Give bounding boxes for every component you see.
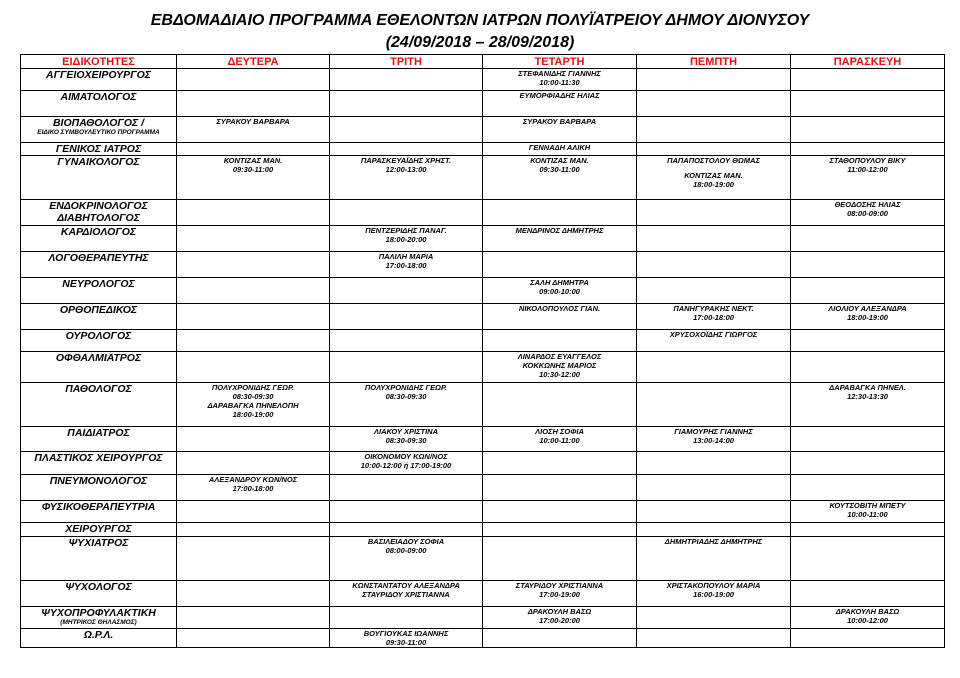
doctor-entry: [485, 581, 634, 599]
doctor-entry: [485, 226, 634, 235]
table-row: [21, 452, 945, 475]
entry-line: ΚΟΚΚΩΝΗΣ ΜΑΡΙΟΣ: [522, 361, 597, 370]
specialty-name: ΑΙΜΑΤΟΛΟΓΟΣ: [60, 91, 137, 103]
doctor-entry: [485, 91, 634, 100]
entry-line: 09:30-11:00: [232, 165, 274, 174]
doctor-entry: [332, 537, 480, 555]
entry-line: 08:30-09:30: [385, 392, 427, 401]
specialty-cell: [21, 304, 177, 330]
cell-monday: [177, 383, 330, 427]
doctor-entry: [485, 607, 634, 625]
entry-line: 10:00-11:00: [539, 436, 580, 445]
doctor-entry: [332, 156, 480, 174]
cell-tuesday: [330, 581, 483, 607]
specialty-name: ΝΕΥΡΟΛΟΓΟΣ: [62, 278, 135, 290]
doctor-entry: [793, 200, 942, 218]
doctor-entry: [639, 427, 788, 445]
specialty-cell: [21, 330, 177, 352]
specialty-name: ΠΛΑΣΤΙΚΟΣ ΧΕΙΡΟΥΡΓΟΣ: [34, 452, 163, 464]
specialty-cell: [21, 475, 177, 501]
specialty-name: ΟΡΘΟΠΕΔΙΚΟΣ: [59, 304, 138, 316]
entry-line: ΠΑΡΑΣΚΕΥΑΪΔΗΣ ΧΡΗΣΤ.: [360, 156, 452, 165]
specialty-note: ΕΙΔΙΚΟ ΣΥΜΒΟΥΛΕΥΤΙΚΟ ΠΡΟΓΡΑΜΜΑ: [37, 129, 160, 136]
cell-thursday: [637, 278, 791, 304]
specialty-cell: [21, 581, 177, 607]
cell-thursday: [637, 607, 791, 629]
cell-tuesday: [330, 252, 483, 278]
cell-monday: [177, 607, 330, 629]
entry-line: 17:00-19:00: [539, 590, 580, 599]
entry-line: ΑΛΕΞΑΝΔΡΟΥ ΚΩΝ/ΝΟΣ: [208, 475, 298, 484]
specialty-note: (ΜΗΤΡΙΚΟΣ ΘΗΛΑΣΜΟΣ): [60, 619, 137, 626]
cell-tuesday: [330, 226, 483, 252]
specialty-name: ΨΥΧΙΑΤΡΟΣ: [68, 537, 129, 549]
cell-friday: [791, 143, 945, 156]
entry-line: ΒΑΣΙΛΕΙΑΔΟΥ ΣΟΦΙΑ: [367, 537, 445, 546]
table-row: [21, 475, 945, 501]
specialty-cell: [21, 501, 177, 523]
specialty-name: Ω.Ρ.Λ.: [83, 629, 114, 641]
entry-line: ΝΙΚΟΛΟΠΟΥΛΟΣ ΓΙΑΝ.: [518, 304, 601, 313]
header-friday: ΠΑΡΑΣΚΕΥΗ: [791, 55, 945, 69]
table-row: [21, 91, 945, 117]
cell-monday: [177, 143, 330, 156]
specialty-cell: [21, 226, 177, 252]
specialty-cell: [21, 200, 177, 226]
doctor-entry: [179, 475, 327, 493]
entry-line: ΔΡΑΚΟΥΛΗ ΒΑΣΩ: [835, 607, 900, 616]
cell-wednesday: [483, 452, 637, 475]
entry-line: ΓΙΑΜΟΥΡΗΣ ΓΙΑΝΝΗΣ: [674, 427, 753, 436]
cell-tuesday: [330, 117, 483, 143]
specialty-cell: [21, 452, 177, 475]
entry-line: ΠΑΛΙΛΗ ΜΑΡΙΑ: [378, 252, 434, 261]
entry-line: ΛΙΟΛΙΟΥ ΑΛΕΞΑΝΔΡΑ: [828, 304, 907, 313]
cell-friday: [791, 252, 945, 278]
doctor-entry: [179, 156, 327, 174]
doctor-entry: [485, 156, 634, 174]
header-tuesday: ΤΡΙΤΗ: [330, 55, 483, 69]
doctor-entry: [639, 156, 788, 165]
specialty-cell: [21, 143, 177, 156]
specialty-name: ΠΑΘΟΛΟΓΟΣ: [65, 383, 132, 395]
entry-line: ΟΙΚΟΝΟΜΟΥ ΚΩΝ/ΝΟΣ: [364, 452, 448, 461]
table-row: [21, 501, 945, 523]
cell-tuesday: [330, 383, 483, 427]
cell-friday: [791, 383, 945, 427]
table-row: [21, 117, 945, 143]
entry-line: ΣΥΡΑΚΟΥ ΒΑΡΒΑΡΑ: [216, 117, 290, 126]
entry-line: 18:00-19:00: [693, 180, 734, 189]
cell-monday: [177, 69, 330, 91]
cell-monday: [177, 427, 330, 452]
cell-tuesday: [330, 156, 483, 200]
table-row: [21, 69, 945, 91]
doctor-entry: [639, 537, 788, 546]
entry-line: 08:30-09:30: [232, 392, 274, 401]
entry-line: 12:30-13:30: [847, 392, 888, 401]
specialty-cell: [21, 91, 177, 117]
entry-line: 17:00-18:00: [232, 484, 274, 493]
entry-line: ΚΟΝΤΙΖΑΣ ΜΑΝ.: [530, 156, 589, 165]
doctor-entry: [332, 629, 480, 647]
table-row: [21, 537, 945, 581]
cell-friday: [791, 278, 945, 304]
cell-thursday: [637, 629, 791, 648]
doctor-entry: [639, 330, 788, 339]
cell-tuesday: [330, 69, 483, 91]
doctor-entry: [485, 304, 634, 313]
doctor-entry: [485, 117, 634, 126]
cell-monday: [177, 629, 330, 648]
doctor-entry: [485, 352, 634, 379]
cell-friday: [791, 452, 945, 475]
cell-wednesday: [483, 537, 637, 581]
cell-thursday: [637, 427, 791, 452]
cell-wednesday: [483, 383, 637, 427]
cell-wednesday: [483, 278, 637, 304]
cell-wednesday: [483, 330, 637, 352]
specialty-name: ΑΓΓΕΙΟΧΕΙΡΟΥΡΓΟΣ: [46, 69, 151, 81]
cell-monday: [177, 117, 330, 143]
doctor-entry: [793, 156, 942, 174]
cell-friday: [791, 475, 945, 501]
doctor-entry: [793, 607, 942, 625]
entry-line: ΣΤΑΥΡΙΔΟΥ ΧΡΙΣΤΙΑΝΝΑ: [515, 581, 604, 590]
table-row: [21, 383, 945, 427]
cell-monday: [177, 330, 330, 352]
cell-friday: [791, 226, 945, 252]
cell-friday: [791, 117, 945, 143]
specialty-name: ΔΙΑΒΗΤΟΛΟΓΟΣ: [57, 212, 140, 224]
entry-line: 10:30-12:00: [539, 370, 580, 379]
entry-line: ΚΟΥΤΣΟΒΙΤΗ ΜΠΕΤΥ: [829, 501, 906, 510]
specialty-name: ΟΦΘΑΛΜΙΑΤΡΟΣ: [55, 352, 142, 364]
cell-thursday: [637, 143, 791, 156]
cell-monday: [177, 352, 330, 383]
cell-monday: [177, 581, 330, 607]
cell-thursday: [637, 537, 791, 581]
doctor-entry: [639, 581, 788, 599]
entry-line: ΕΥΜΟΡΦΙΑΔΗΣ ΗΛΙΑΣ: [519, 91, 600, 100]
specialty-cell: [21, 69, 177, 91]
table-row: [21, 226, 945, 252]
cell-thursday: [637, 304, 791, 330]
cell-wednesday: [483, 156, 637, 200]
doctor-entry: [485, 427, 634, 445]
schedule-body: [21, 55, 945, 648]
doctor-entry: [332, 226, 480, 244]
entry-line: ΠΟΛΥΧΡΟΝΙΔΗΣ ΓΕΩΡ.: [364, 383, 448, 392]
cell-friday: [791, 427, 945, 452]
table-row: [21, 581, 945, 607]
entry-line: ΜΕΝΔΡΙΝΟΣ ΔΗΜΗΤΡΗΣ: [515, 226, 604, 235]
cell-tuesday: [330, 523, 483, 537]
cell-friday: [791, 581, 945, 607]
doctor-entry: [332, 383, 480, 401]
entry-line: ΧΡΥΣΟΧΟΪΔΗΣ ΓΙΩΡΓΟΣ: [669, 330, 758, 339]
specialty-cell: [21, 537, 177, 581]
cell-monday: [177, 278, 330, 304]
cell-friday: [791, 523, 945, 537]
header-thursday: ΠΕΜΠΤΗ: [637, 55, 791, 69]
cell-friday: [791, 607, 945, 629]
table-row: [21, 252, 945, 278]
entry-line: ΣΥΡΑΚΟΥ ΒΑΡΒΑΡΑ: [522, 117, 597, 126]
entry-line: ΛΙΝΑΡΔΟΣ ΕΥΑΓΓΕΛΟΣ: [517, 352, 602, 361]
entry-line: 10:00-11:30: [539, 78, 580, 87]
table-row: [21, 352, 945, 383]
specialty-cell: [21, 252, 177, 278]
cell-wednesday: [483, 581, 637, 607]
specialty-name: ΓΕΝΙΚΟΣ ΙΑΤΡΟΣ: [55, 143, 142, 155]
cell-friday: [791, 330, 945, 352]
header-row: [21, 55, 945, 69]
header-specialties: ΕΙΔΙΚΟΤΗΤΕΣ: [21, 55, 177, 69]
specialty-name: ΨΥΧΟΛΟΓΟΣ: [65, 581, 132, 593]
cell-wednesday: [483, 427, 637, 452]
cell-monday: [177, 523, 330, 537]
cell-friday: [791, 69, 945, 91]
table-row: [21, 629, 945, 648]
entry-line: 10:00-12:00 ή 17:00-19:00: [360, 461, 452, 470]
doctor-entry: [332, 252, 480, 270]
cell-thursday: [637, 330, 791, 352]
entry-line: 09:00-10:00: [539, 287, 580, 296]
entry-line: 09:30-11:00: [385, 638, 427, 647]
cell-thursday: [637, 383, 791, 427]
cell-monday: [177, 452, 330, 475]
specialty-cell: [21, 523, 177, 537]
cell-thursday: [637, 581, 791, 607]
cell-thursday: [637, 226, 791, 252]
entry-line: 17:00-18:00: [693, 313, 734, 322]
cell-wednesday: [483, 200, 637, 226]
cell-thursday: [637, 117, 791, 143]
entry-line: 17:00-20:00: [539, 616, 580, 625]
cell-friday: [791, 352, 945, 383]
doctor-entry: [332, 581, 480, 599]
cell-friday: [791, 629, 945, 648]
entry-line: ΛΙΟΣΗ ΣΟΦΙΑ: [535, 427, 584, 436]
cell-thursday: [637, 252, 791, 278]
cell-wednesday: [483, 352, 637, 383]
entry-line: 12:00-13:00: [385, 165, 427, 174]
specialty-name: ΨΥΧΟΠΡΟΦΥΛΑΚΤΙΚΗ: [41, 607, 156, 619]
specialty-name: ΛΟΓΟΘΕΡΑΠΕΥΤΗΣ: [48, 252, 149, 264]
doctor-entry: [485, 69, 634, 87]
table-row: [21, 278, 945, 304]
cell-wednesday: [483, 117, 637, 143]
cell-friday: [791, 537, 945, 581]
cell-thursday: [637, 91, 791, 117]
specialty-name: ΠΝΕΥΜΟΝΟΛΟΓΟΣ: [49, 475, 148, 487]
entry-line: ΓΕΝΝΑΔΗ ΑΛΙΚΗ: [528, 143, 591, 152]
entry-line: ΠΑΝΗΓΥΡΑΚΗΣ ΝΕΚΤ.: [673, 304, 754, 313]
entry-line: ΣΤΑΥΡΙΔΟΥ ΧΡΙΣΤΙΑΝΝΑ: [362, 590, 450, 599]
date-range-subtitle: (24/09/2018 – 28/09/2018): [385, 34, 575, 51]
specialty-cell: [21, 427, 177, 452]
cell-thursday: [637, 523, 791, 537]
cell-wednesday: [483, 226, 637, 252]
entry-line: 11:00-12:00: [847, 165, 888, 174]
cell-monday: [177, 252, 330, 278]
doctor-entry: [485, 143, 634, 152]
doctor-entry: [793, 383, 942, 401]
cell-wednesday: [483, 69, 637, 91]
entry-line: ΒΟΥΓΙΟΥΚΑΣ ΙΩΑΝΝΗΣ: [363, 629, 449, 638]
doctor-entry: [793, 501, 942, 519]
entry-line: ΣΤΕΦΑΝΙΔΗΣ ΓΙΑΝΝΗΣ: [518, 69, 601, 78]
cell-wednesday: [483, 304, 637, 330]
cell-tuesday: [330, 475, 483, 501]
entry-line: 08:00-09:00: [847, 209, 888, 218]
table-row: [21, 523, 945, 537]
entry-line: 18:00-19:00: [232, 410, 274, 419]
cell-thursday: [637, 200, 791, 226]
doctor-entry: [179, 383, 327, 419]
cell-wednesday: [483, 252, 637, 278]
specialty-name: ΓΥΝΑΙΚΟΛΟΓΟΣ: [57, 156, 140, 168]
cell-monday: [177, 200, 330, 226]
cell-friday: [791, 91, 945, 117]
doctor-entry: [332, 427, 480, 445]
cell-tuesday: [330, 200, 483, 226]
entry-line: 13:00-14:00: [693, 436, 734, 445]
table-row: [21, 427, 945, 452]
specialty-cell: [21, 607, 177, 629]
cell-thursday: [637, 352, 791, 383]
cell-thursday: [637, 501, 791, 523]
specialty-cell: [21, 117, 177, 143]
cell-monday: [177, 156, 330, 200]
doctor-entry: [639, 171, 788, 189]
cell-wednesday: [483, 523, 637, 537]
specialty-name: ΟΥΡΟΛΟΓΟΣ: [65, 330, 132, 342]
table-row: [21, 304, 945, 330]
cell-tuesday: [330, 501, 483, 523]
entry-line: ΚΟΝΤΙΖΑΣ ΜΑΝ.: [223, 156, 283, 165]
table-row: [21, 156, 945, 200]
cell-tuesday: [330, 278, 483, 304]
entry-line: ΣΤΑΘΟΠΟΥΛΟΥ ΒΙΚΥ: [829, 156, 906, 165]
entry-line: ΔΡΑΚΟΥΛΗ ΒΑΣΩ: [527, 607, 592, 616]
cell-wednesday: [483, 501, 637, 523]
entry-line: ΣΑΛΗ ΔΗΜΗΤΡΑ: [530, 278, 589, 287]
cell-tuesday: [330, 607, 483, 629]
cell-wednesday: [483, 629, 637, 648]
cell-wednesday: [483, 143, 637, 156]
cell-monday: [177, 501, 330, 523]
entry-line: ΘΕΟΔΟΣΗΣ ΗΛΙΑΣ: [834, 200, 901, 209]
specialty-cell: [21, 278, 177, 304]
entry-line: 08:00-09:00: [385, 546, 427, 555]
cell-friday: [791, 501, 945, 523]
specialty-cell: [21, 156, 177, 200]
entry-line: ΠΟΛΥΧΡΟΝΙΔΗΣ ΓΕΩΡ.: [211, 383, 295, 392]
doctor-entry: [179, 117, 327, 126]
table-row: [21, 143, 945, 156]
specialty-name: ΦΥΣΙΚΟΘΕΡΑΠΕΥΤΡΙΑ: [41, 501, 156, 513]
cell-thursday: [637, 69, 791, 91]
entry-line: 18:00-20:00: [385, 235, 427, 244]
cell-thursday: [637, 475, 791, 501]
cell-monday: [177, 537, 330, 581]
entry-line: ΔΑΡΑΒΑΓΚΑ ΠΗΝΕΛΟΠΗ: [207, 401, 299, 410]
doctor-entry: [793, 304, 942, 322]
cell-tuesday: [330, 352, 483, 383]
specialty-name: ΠΑΙΔΙΑΤΡΟΣ: [67, 427, 130, 439]
specialty-cell: [21, 352, 177, 383]
cell-wednesday: [483, 475, 637, 501]
specialty-cell: [21, 383, 177, 427]
specialty-cell: [21, 629, 177, 648]
cell-friday: [791, 200, 945, 226]
specialty-name: ΧΕΙΡΟΥΡΓΟΣ: [65, 523, 132, 535]
entry-line: ΚΩΝΣΤΑΝΤΑΤΟΥ ΑΛΕΞΑΝΔΡΑ: [352, 581, 460, 590]
doctor-entry: [332, 452, 480, 470]
header-monday: ΔΕΥΤΕΡΑ: [177, 55, 330, 69]
cell-thursday: [637, 156, 791, 200]
entry-line: ΛΙΑΚΟΥ ΧΡΙΣΤΙΝΑ: [373, 427, 438, 436]
cell-wednesday: [483, 607, 637, 629]
cell-tuesday: [330, 91, 483, 117]
cell-tuesday: [330, 427, 483, 452]
entry-line: ΠΑΠΑΠΟΣΤΟΛΟΥ ΘΩΜΑΣ: [667, 156, 760, 165]
specialty-name: ΒΙΟΠΑΘΟΛΟΓΟΣ /: [52, 117, 145, 129]
schedule-table: [20, 54, 945, 648]
entry-line: 18:00-19:00: [847, 313, 888, 322]
specialty-name: ΚΑΡΔΙΟΛΟΓΟΣ: [60, 226, 137, 238]
table-row: [21, 330, 945, 352]
entry-line: ΠΕΝΤΖΕΡΙΔΗΣ ΠΑΝΑΓ.: [365, 226, 447, 235]
cell-monday: [177, 91, 330, 117]
cell-monday: [177, 475, 330, 501]
entry-line: ΧΡΙΣΤΑΚΟΠΟΥΛΟΥ ΜΑΡΙΑ: [666, 581, 761, 590]
entry-line: 10:00-11:00: [847, 510, 888, 519]
cell-tuesday: [330, 143, 483, 156]
doctor-entry: [485, 278, 634, 296]
doctor-entry: [639, 304, 788, 322]
entry-line: 09:30-11:00: [539, 165, 580, 174]
specialty-name: ΕΝΔΟΚΡΙΝΟΛΟΓΟΣ: [49, 200, 148, 212]
page-title: ΕΒΔΟΜΑΔΙΑΙΟ ΠΡΟΓΡΑΜΜΑ ΕΘΕΛΟΝΤΩΝ ΙΑΤΡΩΝ ΠΟΛΥΪΑΤΡΕΙΟΥ ΔΗΜΟΥ ΔΙΟΝΥΣΟΥ: [150, 12, 810, 29]
table-row: [21, 200, 945, 226]
cell-monday: [177, 226, 330, 252]
cell-tuesday: [330, 537, 483, 581]
cell-friday: [791, 304, 945, 330]
cell-tuesday: [330, 452, 483, 475]
cell-tuesday: [330, 629, 483, 648]
entry-line: ΚΟΝΤΙΖΑΣ ΜΑΝ.: [684, 171, 743, 180]
cell-tuesday: [330, 330, 483, 352]
entry-line: ΔΗΜΗΤΡΙΑΔΗΣ ΔΗΜΗΤΡΗΣ: [664, 537, 763, 546]
table-row: [21, 607, 945, 629]
entry-line: ΔΑΡΑΒΑΓΚΑ ΠΗΝΕΛ.: [829, 383, 906, 392]
cell-tuesday: [330, 304, 483, 330]
header-wednesday: ΤΕΤΑΡΤΗ: [483, 55, 637, 69]
entry-line: 16:00-19:00: [693, 590, 734, 599]
cell-wednesday: [483, 91, 637, 117]
cell-thursday: [637, 452, 791, 475]
entry-line: 10:00-12:00: [847, 616, 888, 625]
entry-line: 17:00-18:00: [385, 261, 427, 270]
entry-line: 08:30-09:30: [385, 436, 427, 445]
cell-friday: [791, 156, 945, 200]
cell-monday: [177, 304, 330, 330]
